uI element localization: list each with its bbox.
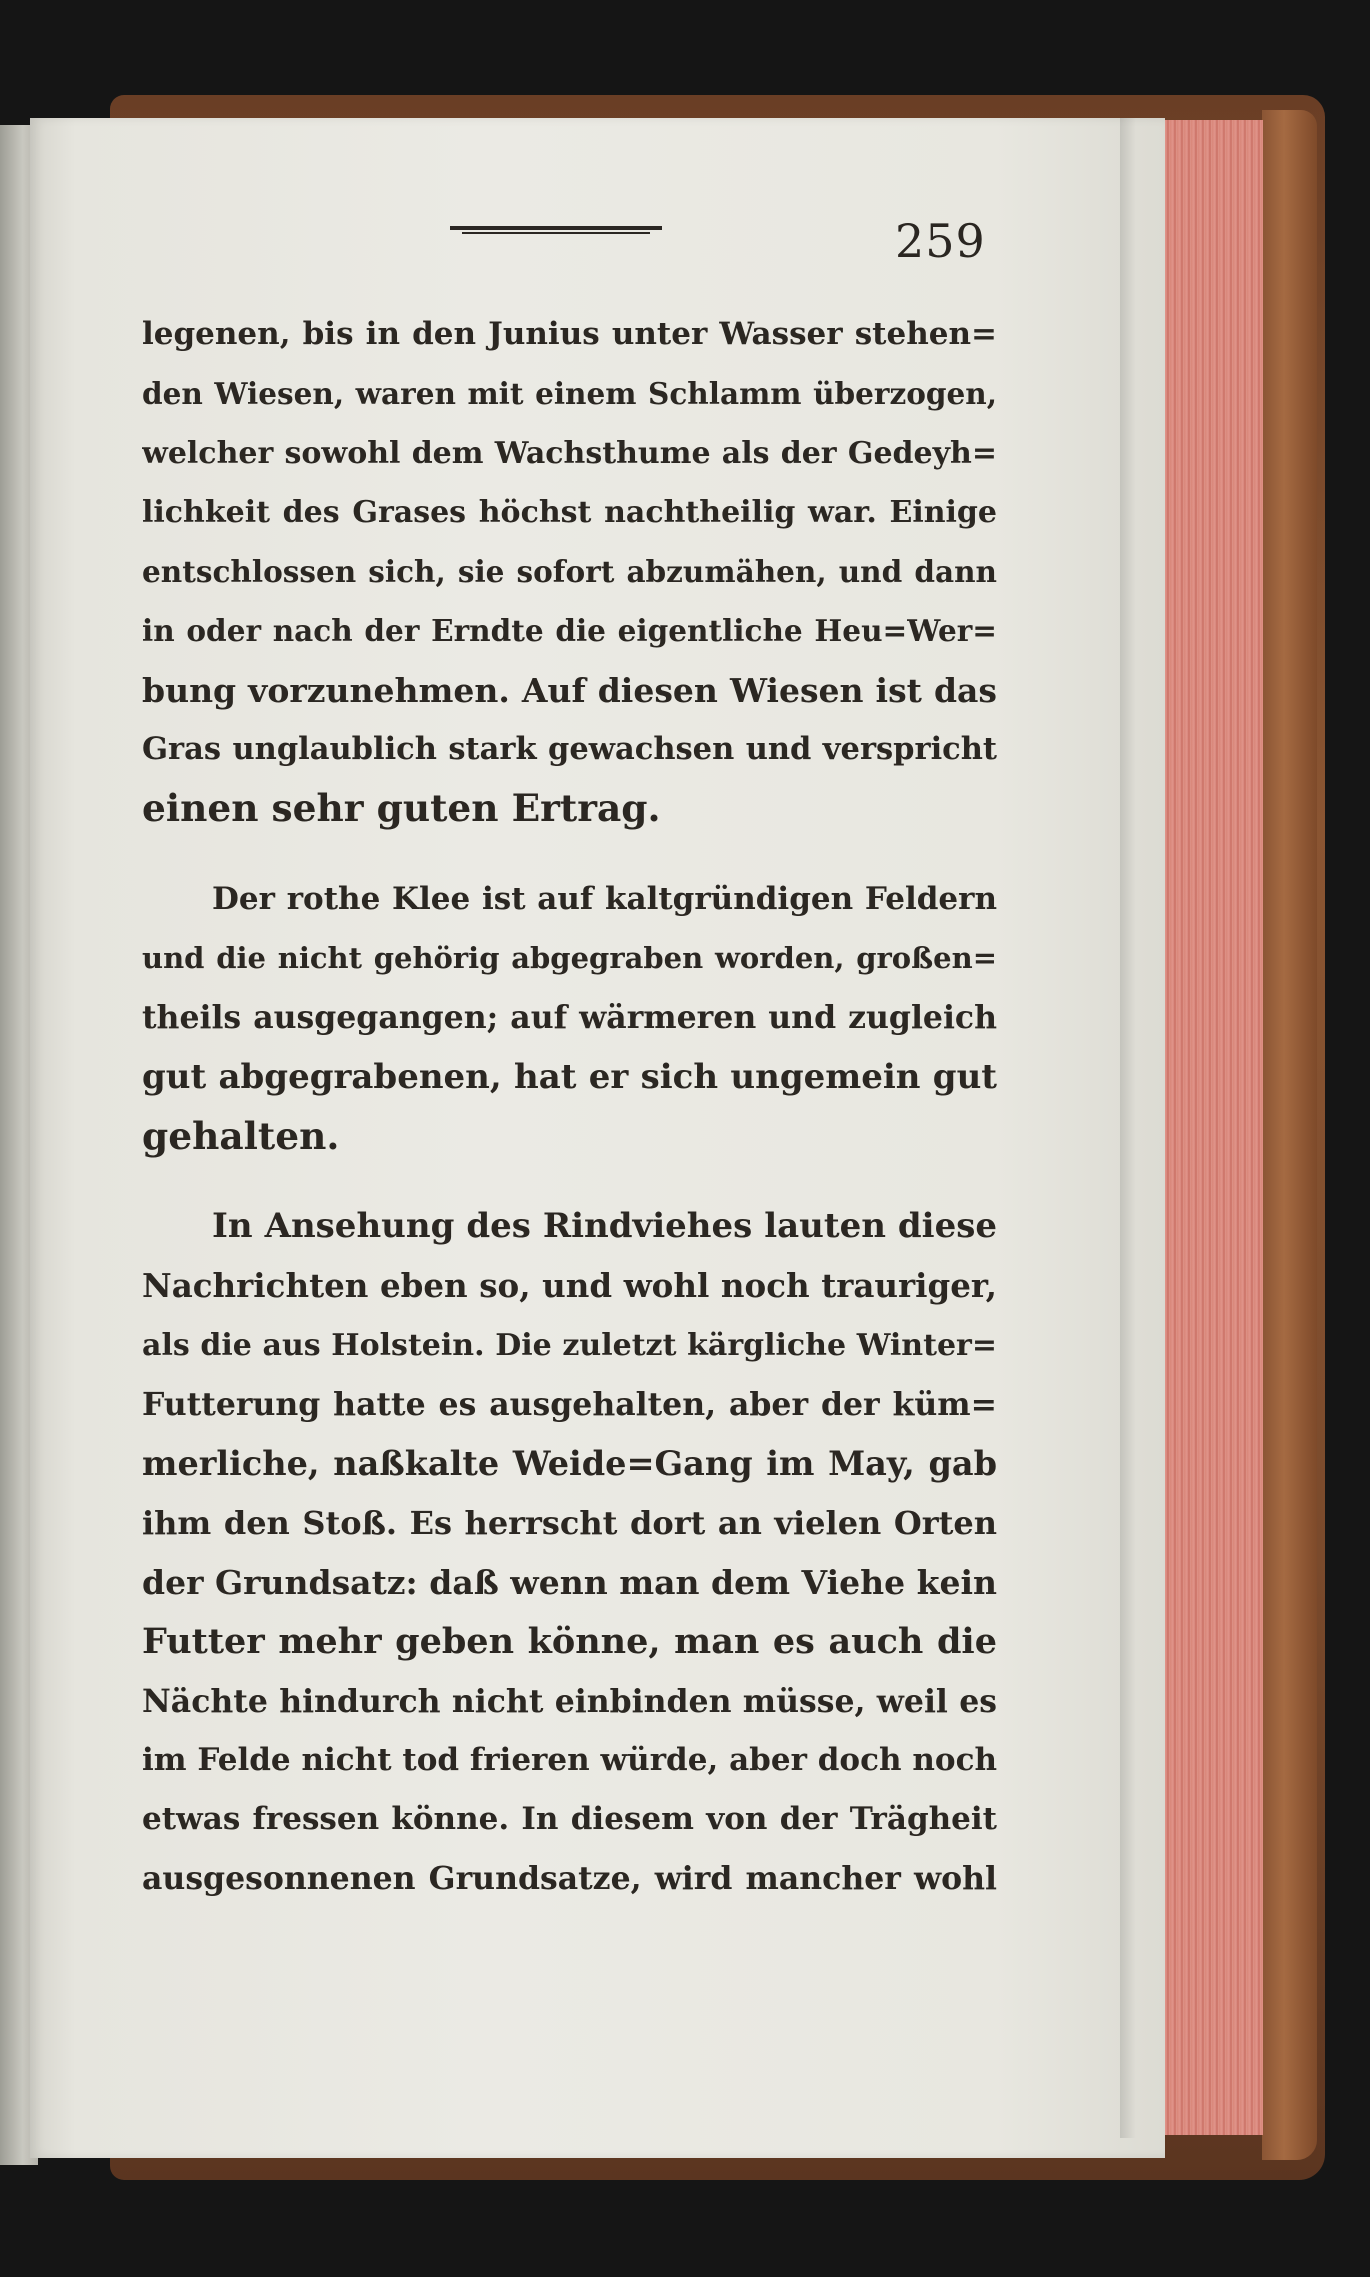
text-line: einen sehr guten Ertrag.	[142, 786, 661, 831]
leather-binding	[1262, 110, 1317, 2160]
text-line: ausgesonnenen Grundsatze, wird mancher wohl	[142, 1860, 997, 1898]
text-line: In Ansehung des Rindviehes lauten diese	[212, 1206, 997, 1247]
page-edge-shadow	[1120, 118, 1136, 2138]
text-line: etwas fressen könne. In diesem von der Trägheit	[142, 1801, 997, 1838]
text-line: Futter mehr geben könne, man es auch die	[142, 1621, 997, 1663]
paragraph-gap	[142, 1166, 997, 1197]
text-line: Gras unglaublich stark gewachsen und verspricht	[142, 731, 997, 768]
text-line: Nächte hindurch nicht einbinden müsse, weil es	[142, 1682, 997, 1720]
text-line: der Grundsatz: daß wenn man dem Viehe kein	[142, 1562, 997, 1602]
header-rule	[450, 226, 662, 236]
text-line: Der rothe Klee ist auf kaltgründigen Feldern	[212, 880, 997, 917]
text-line: merliche, naßkalte Weide=Gang im May, gab	[142, 1444, 997, 1484]
text-line: welcher sowohl dem Wachsthume als der Gedeyh=	[142, 435, 997, 471]
text-line: legenen, bis in den Junius unter Wasser stehen=	[142, 316, 997, 352]
text-line: im Felde nicht tod frieren würde, aber doch noch	[142, 1741, 997, 1778]
text-line: den Wiesen, waren mit einem Schlamm überzogen,	[142, 376, 997, 412]
page-number: 259	[895, 214, 986, 268]
text-line: ihm den Stoß. Es herrscht dort an vielen Orten	[142, 1503, 997, 1542]
text-line: entschlossen sich, sie sofort abzumähen, und dann	[142, 554, 997, 590]
text-line: gut abgegrabenen, hat er sich ungemein gut	[142, 1056, 997, 1097]
paragraph-1	[142, 305, 997, 839]
paragraph-3	[142, 1197, 997, 1909]
text-line: gehalten.	[142, 1113, 340, 1158]
text-line: theils ausgegangen; auf wärmeren und zugleich	[142, 999, 997, 1037]
text-line: bung vorzunehmen. Auf diesen Wiesen ist das	[142, 670, 997, 710]
body-text	[142, 305, 997, 1909]
text-line: und die nicht gehörig abgegraben worden, großen=	[142, 940, 997, 975]
text-line: als die aus Holstein. Die zuletzt kärgliche Winter=	[142, 1327, 997, 1363]
paragraph-gap	[142, 839, 997, 870]
text-line: Nachrichten eben so, und wohl noch trauriger,	[142, 1266, 997, 1306]
paragraph-2	[142, 870, 997, 1166]
text-line: Futterung hatte es ausgehalten, aber der küm=	[142, 1386, 997, 1424]
text-line: in oder nach der Erndte die eigentliche Heu=Wer=	[142, 613, 997, 649]
text-line: lichkeit des Grases höchst nachtheilig war. Einige	[142, 494, 997, 530]
